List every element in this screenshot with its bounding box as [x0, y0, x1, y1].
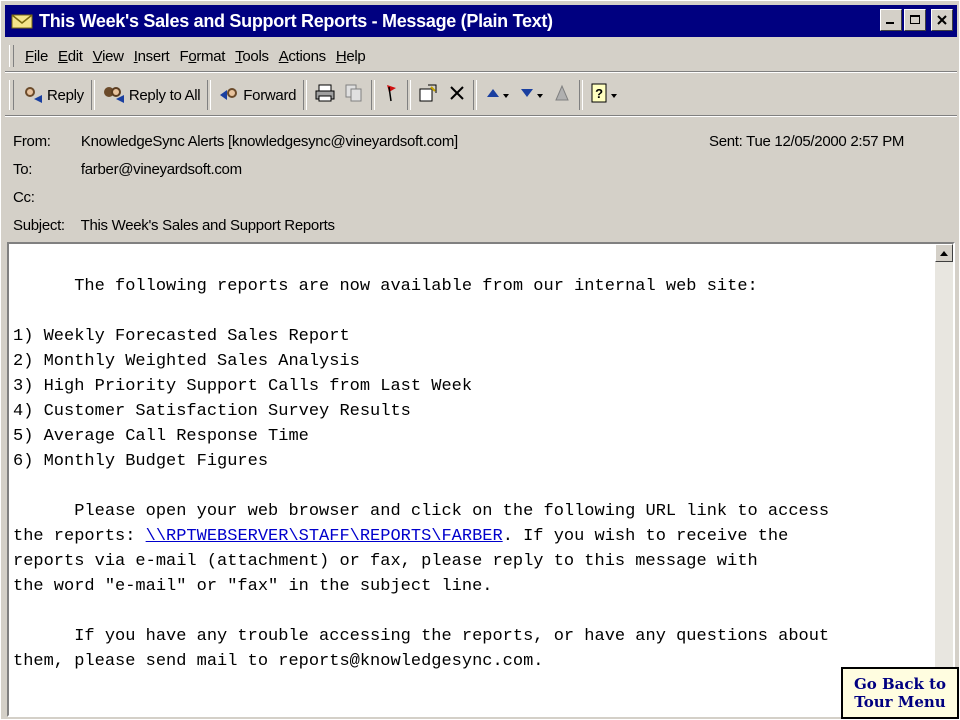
print-button[interactable]	[310, 79, 340, 111]
toolbar-separator	[91, 80, 95, 110]
delete-button[interactable]	[444, 79, 470, 111]
toolbar-grip[interactable]	[9, 80, 14, 110]
from-value[interactable]: KnowledgeSync Alerts [knowledgesync@vineyardsoft.com]	[80, 133, 458, 150]
forward-icon	[218, 85, 240, 105]
paragraph-line	[13, 524, 933, 549]
help-icon	[590, 82, 610, 108]
report-url-link[interactable]: \\RPTWEBSERVER\STAFF\REPORTS\FARBER	[145, 527, 503, 546]
tour-menu-button[interactable]	[841, 667, 959, 719]
chevron-down-icon	[536, 87, 544, 104]
reply-icon	[22, 85, 44, 105]
sent-value: Tue 12/05/2000 2:57 PM	[746, 133, 905, 150]
window-title: This Week's Sales and Support Reports - Message (Plain Text)	[39, 10, 553, 31]
toolbar-separator	[407, 80, 411, 110]
standard-toolbar	[5, 75, 957, 116]
copy-button[interactable]	[340, 79, 368, 111]
sent-row	[709, 133, 904, 150]
chevron-down-icon	[502, 87, 510, 104]
paragraph-line: the word "e-mail" or "fax" in the subject line.	[13, 577, 493, 596]
list-item: 2) Monthly Weighted Sales Analysis	[13, 352, 360, 371]
toolbar-separator	[303, 80, 307, 110]
list-item: 1) Weekly Forecasted Sales Report	[13, 327, 350, 346]
paragraph-line: If you have any trouble accessing the reports, or have any questions about	[13, 627, 830, 646]
subject-row	[13, 217, 335, 234]
message-body[interactable]	[7, 242, 955, 717]
menu-edit[interactable]: Edit	[57, 47, 83, 65]
toolbar-separator	[371, 80, 375, 110]
scroll-up-button[interactable]	[935, 244, 953, 262]
tour-button-line2: Tour Menu	[854, 693, 946, 711]
url-suffix: . If you wish to receive the	[502, 527, 789, 546]
from-row	[13, 133, 458, 150]
previous-item-button[interactable]	[480, 79, 514, 111]
arrow-up-icon	[484, 84, 502, 106]
tour-button-line1: Go Back to	[853, 675, 947, 693]
chevron-down-icon	[610, 87, 618, 104]
paragraph-line: them, please send mail to reports@knowledgesync.com.	[13, 652, 544, 671]
next-item-button[interactable]	[514, 79, 548, 111]
to-row	[13, 161, 242, 178]
subject-value: This Week's Sales and Support Reports	[80, 217, 335, 234]
menu-help[interactable]: Help	[335, 47, 366, 65]
close-button[interactable]	[931, 9, 953, 31]
message-header	[1, 119, 960, 239]
subject-label: Subject:	[13, 217, 65, 234]
reply-all-label: Reply to All	[128, 86, 201, 104]
copy-icon	[344, 83, 364, 107]
sent-label: Sent:	[709, 133, 743, 150]
intro-line: The following reports are now available from our internal web site:	[13, 277, 758, 296]
menu-grip[interactable]	[9, 45, 14, 67]
list-item: 6) Monthly Budget Figures	[13, 452, 269, 471]
cc-label: Cc:	[13, 189, 35, 206]
reply-all-button[interactable]	[98, 79, 204, 111]
address-book-button[interactable]	[548, 79, 576, 111]
toolbar-separator	[579, 80, 583, 110]
arrow-down-icon	[518, 84, 536, 106]
help-button[interactable]	[586, 79, 622, 111]
to-label: To:	[13, 161, 33, 178]
list-item: 5) Average Call Response Time	[13, 427, 309, 446]
list-item: 3) High Priority Support Calls from Last Week	[13, 377, 473, 396]
menu-insert[interactable]: Insert	[133, 47, 170, 65]
paragraph-line: reports via e-mail (attachment) or fax, please reply to this message with	[13, 552, 758, 571]
forward-label: Forward	[243, 86, 297, 104]
minimize-button[interactable]	[880, 9, 902, 31]
printer-icon	[314, 83, 336, 107]
menu-view[interactable]: View	[92, 47, 124, 65]
menu-bar	[5, 41, 957, 72]
menu-format[interactable]: Format	[179, 47, 226, 65]
envelope-icon	[11, 12, 33, 30]
menu-file[interactable]: File	[25, 47, 48, 65]
move-to-folder-button[interactable]	[414, 79, 444, 111]
flag-button[interactable]	[378, 79, 404, 111]
from-label: From:	[13, 133, 51, 150]
reply-all-icon	[102, 85, 126, 105]
toolbar-separator	[473, 80, 477, 110]
message-text	[13, 244, 933, 674]
url-prefix: the reports:	[13, 527, 146, 546]
menu-actions[interactable]: Actions	[278, 47, 326, 65]
reply-button[interactable]	[18, 79, 88, 111]
reply-label: Reply	[47, 86, 84, 104]
forward-button[interactable]	[214, 79, 300, 111]
menu-tools[interactable]: Tools	[235, 47, 269, 65]
delete-icon	[448, 84, 466, 106]
title-bar	[5, 5, 957, 37]
flag-icon	[382, 83, 400, 107]
to-value[interactable]: farber@vineyardsoft.com	[80, 161, 242, 178]
paragraph-line: Please open your web browser and click on the following URL link to access	[13, 502, 830, 521]
maximize-button[interactable]	[904, 9, 926, 31]
cc-row	[13, 189, 77, 206]
toolbar-separator	[207, 80, 211, 110]
move-to-folder-icon	[418, 83, 440, 107]
vertical-scrollbar[interactable]	[935, 244, 953, 715]
svg-text:?: ?	[595, 86, 604, 101]
address-book-icon	[552, 83, 572, 107]
list-item: 4) Customer Satisfaction Survey Results	[13, 402, 411, 421]
